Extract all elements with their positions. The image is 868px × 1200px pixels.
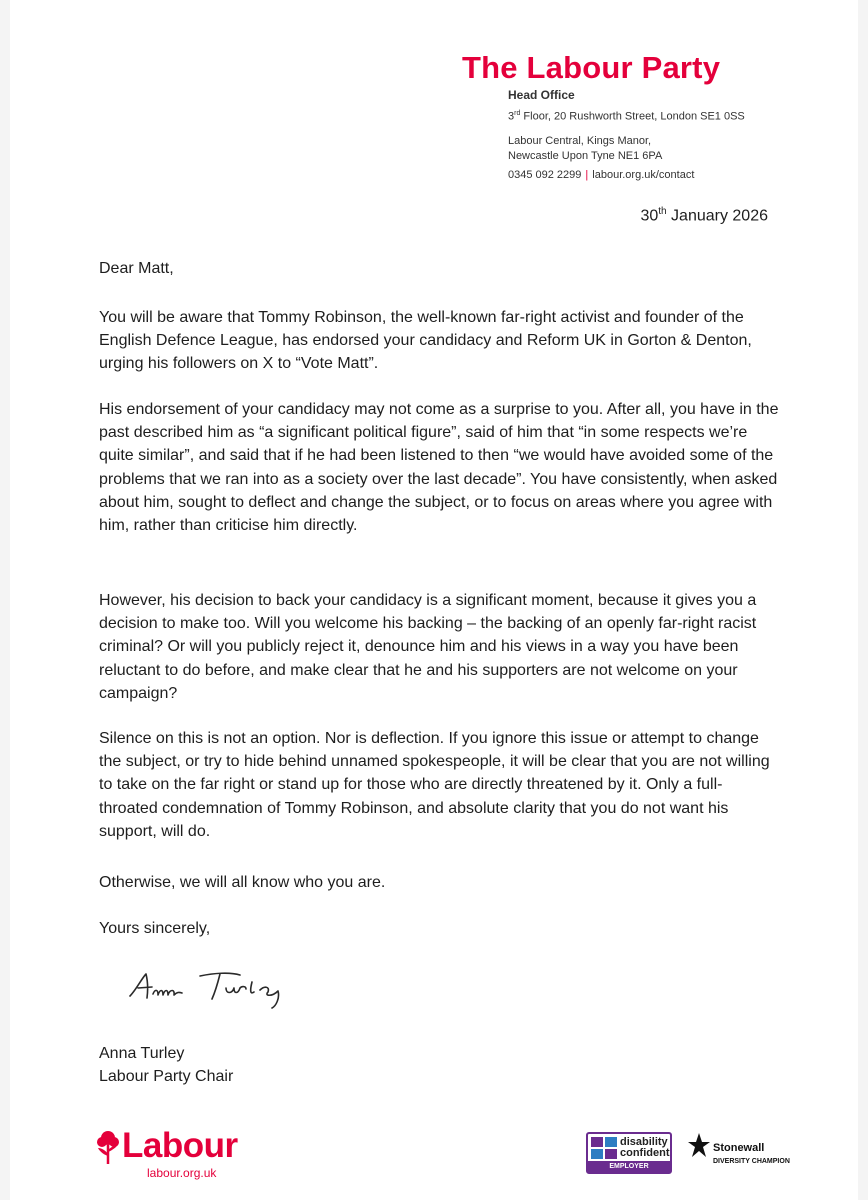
labour-footer-url: labour.org.uk [147, 1166, 217, 1180]
disability-badge-line1: disability [620, 1136, 668, 1148]
address-floor-suffix: rd [514, 110, 521, 117]
date-suffix: th [658, 206, 667, 217]
letterhead-title: The Labour Party [462, 50, 721, 85]
stonewall-star-icon [687, 1132, 711, 1160]
phone-number: 0345 092 2299 [508, 169, 582, 181]
paragraph-2: His endorsement of your candidacy may not come as a surprise to you. After all, you have in the past described him as “a significant political figure”, said of him that “in some respects we’re quite similar”, and said that if he had been listened to then “we would have avoided some of the problems that we ran into as a society over the last decade”. You have consistently, when asked about him, sought to deflect and change the subject, or to focus on areas where you agree with him, rather than criticise him directly. [99, 401, 779, 535]
address-london-rest: Floor, 20 Rushworth Street, London SE1 0SS [520, 110, 745, 123]
disability-badge-line2: confident [620, 1147, 670, 1159]
stonewall-name: Stonewall [713, 1142, 765, 1154]
paragraph-5: Otherwise, we will all know who you are. [99, 874, 386, 891]
signer-name: Anna Turley [99, 1045, 185, 1062]
address-newcastle-line2: Newcastle Upon Tyne NE1 6PA [508, 150, 663, 162]
address-newcastle-line1: Labour Central, Kings Manor, [508, 135, 652, 147]
separator: | [585, 169, 589, 181]
letter-date [640, 206, 768, 225]
signer-title: Labour Party Chair [99, 1068, 234, 1085]
head-office-label: Head Office [508, 88, 575, 102]
address-floor-number: 3 [508, 110, 515, 123]
date-day: 30 [640, 207, 659, 225]
date-rest: January 2026 [666, 207, 768, 225]
signature [122, 962, 332, 1012]
disability-confident-badge [586, 1132, 672, 1174]
address-london [508, 110, 745, 123]
paragraph-1: You will be aware that Tommy Robinson, the well-known far-right activist and founder of the English Defence League, has endorsed your candidacy and Reform UK in Gorton & Denton, urging his followers on X to “Vote Matt”. [99, 309, 752, 373]
letter-page [10, 0, 858, 1200]
disability-badge-line3: EMPLOYER [588, 1161, 670, 1172]
stonewall-subtitle: DIVERSITY CHAMPION [713, 1158, 790, 1165]
contact-line [508, 169, 694, 181]
disability-confident-icon [591, 1137, 617, 1159]
paragraph-4: Silence on this is not an option. Nor is deflection. If you ignore this issue or attempt to change the subject, or try to hide behind unnamed spokespeople, it will be clear that you are not willing to take on the far right or stand up for those who are directly threatened by it. Only a full-throated condemnation of Tommy Robinson, and absolute clarity that you do not want his support, will do. [99, 730, 770, 840]
closing: Yours sincerely, [99, 920, 211, 937]
salutation: Dear Matt, [99, 260, 174, 277]
rose-logo-icon [94, 1128, 122, 1168]
labour-logo-word: Labour [122, 1126, 238, 1165]
contact-url: labour.org.uk/contact [592, 169, 695, 181]
paragraph-3: However, his decision to back your candidacy is a significant moment, because it gives you a decision to make too. Will you welcome his backing – the backing of an openly far-right racist criminal? Or will you publicly reject it, denounce him and his views in a way you have been reluctant to do before, and make clear that he and his supporters are not welcome on your campaign? [99, 592, 757, 702]
